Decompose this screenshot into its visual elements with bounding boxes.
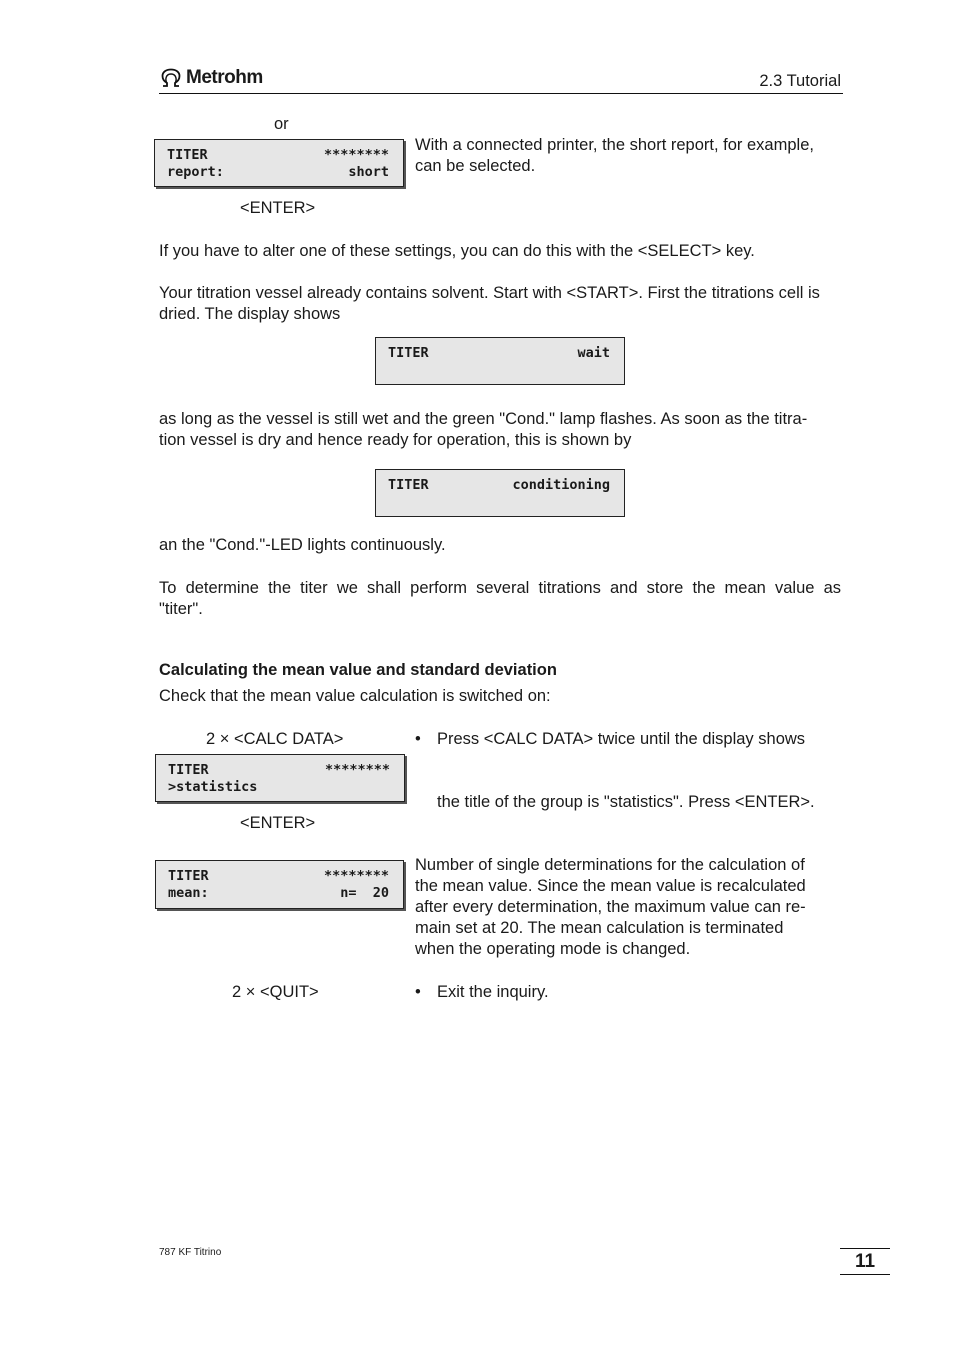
printer-description: With a connected printer, the short report, for example, can be selected. <box>415 136 814 175</box>
wet-paragraph-line2: tion vessel is dry and hence ready for operation, this is shown by <box>159 431 632 449</box>
select-paragraph: If you have to alter one of these settings, you can do this with the <SELECT> key. <box>159 242 755 260</box>
enter-key-label-2: <ENTER> <box>240 814 316 832</box>
lcd-mean-line1-left: TITER <box>168 868 209 884</box>
led-paragraph: an the "Cond."-LED lights continuously. <box>159 536 446 554</box>
mean-description-line: main set at 20. The mean calculation is terminated <box>415 919 784 937</box>
section-header: 2.3 Tutorial <box>759 72 841 90</box>
lcd-display-mean <box>155 860 404 909</box>
mean-description-line: when the operating mode is changed. <box>415 940 691 958</box>
lcd-stat-line1-right: ******** <box>324 762 390 778</box>
page-number: 11 <box>840 1248 890 1275</box>
calc-data-key: 2 × <CALC DATA> <box>206 730 344 748</box>
mean-description-line: the mean value. Since the mean value is recalculated <box>415 877 806 895</box>
header-divider <box>159 93 843 94</box>
footer-doc-name: 787 KF Titrino <box>159 1247 222 1258</box>
section-intro: Check that the mean value calculation is switched on: <box>159 687 551 705</box>
mean-description-line: after every determination, the maximum value can re- <box>415 898 806 916</box>
wet-paragraph-line1: as long as the vessel is still wet and the green "Cond." lamp flashes. As soon as the titra- <box>159 410 808 428</box>
lcd-wait-right: wait <box>577 345 610 361</box>
lcd-line2-left: report: <box>167 164 224 180</box>
quit-instruction: Exit the inquiry. <box>437 983 549 1001</box>
lcd-display-report <box>154 139 404 187</box>
metrohm-logo <box>160 67 263 89</box>
enter-key-label: <ENTER> <box>240 199 316 217</box>
bullet-quit: • <box>415 983 421 1001</box>
lcd-stat-line2-left: >statistics <box>168 779 258 795</box>
lcd-line1-right: ******** <box>323 147 389 163</box>
titer-paragraph-line2: "titer". <box>159 600 203 618</box>
metrohm-omega-icon <box>160 68 182 88</box>
lcd-display-wait <box>375 337 625 385</box>
lcd-line2-right: short <box>348 164 389 180</box>
start-paragraph: Your titration vessel already contains solvent. Start with <START>. First the titrations cell is dried. The display shows <box>159 284 820 323</box>
titer-paragraph-line1: To determine the titer we shall perform several titrations and store the mean value as <box>159 579 841 597</box>
mean-description <box>415 855 845 960</box>
or-label: or <box>274 115 289 133</box>
statistics-note: the title of the group is "statistics". Press <ENTER>. <box>437 793 815 811</box>
lcd-line1-left: TITER <box>167 147 208 163</box>
lcd-cond-left: TITER <box>388 477 429 493</box>
lcd-cond-right: conditioning <box>512 477 610 493</box>
lcd-mean-line2-right: n= 20 <box>340 885 389 901</box>
lcd-stat-line1-left: TITER <box>168 762 209 778</box>
lcd-wait-left: TITER <box>388 345 429 361</box>
bullet-calc: • <box>415 730 421 748</box>
logo-text: Metrohm <box>186 67 263 88</box>
quit-key: 2 × <QUIT> <box>232 983 319 1001</box>
section-heading: Calculating the mean value and standard deviation <box>159 661 557 679</box>
mean-description-line: Number of single determinations for the calculation of <box>415 856 805 874</box>
lcd-display-conditioning <box>375 469 625 517</box>
lcd-mean-line1-right: ******** <box>323 868 389 884</box>
calc-data-instruction: Press <CALC DATA> twice until the display shows <box>437 730 806 748</box>
lcd-display-statistics <box>155 754 405 802</box>
lcd-mean-line2-left: mean: <box>168 885 209 901</box>
